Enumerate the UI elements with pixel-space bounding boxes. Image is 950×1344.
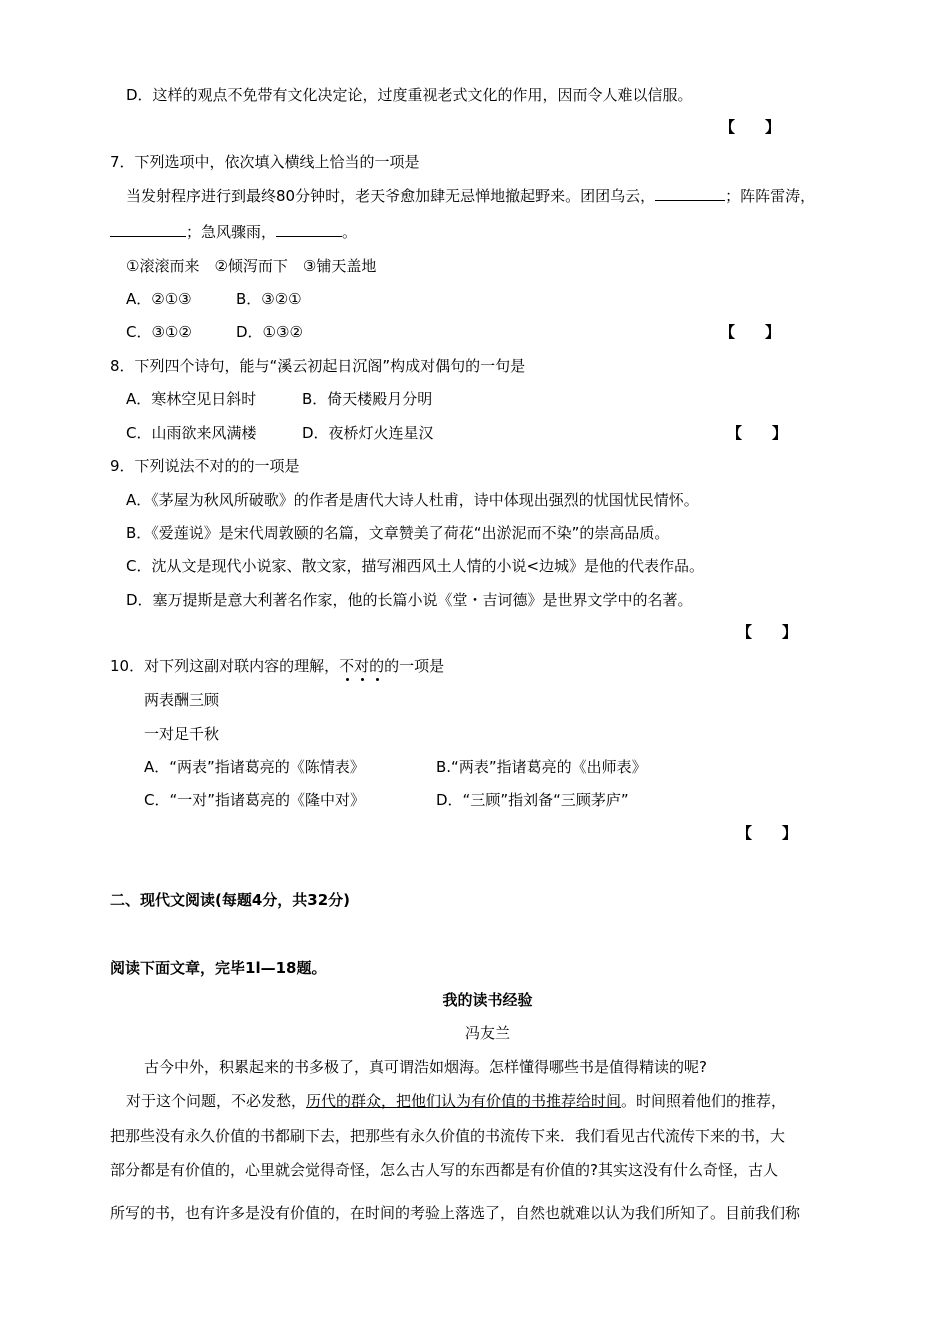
article-author: 冯友兰 — [464, 1024, 510, 1042]
paragraph-1: 古今中外，积累起来的书多极了，真可谓浩如烟海。怎样懂得哪些书是值得精读的呢? — [144, 1058, 707, 1076]
emphasis-char: 对 — [354, 657, 370, 675]
q10-stem — [110, 656, 444, 676]
q8-option-c: C．山雨欲来风满楼 — [126, 424, 257, 442]
q7-passage-line1 — [126, 186, 815, 206]
q10-option-a: A．“两表”指诸葛亮的《陈情表》 — [144, 758, 365, 776]
q8-option-b: B．倚天楼殿月分明 — [302, 390, 433, 408]
answer-bracket-q8[interactable]: 【 】 — [727, 424, 788, 442]
underlined-sentence: 历代的群众，把他们认为有价值的书推荐给时间 — [306, 1092, 622, 1110]
paragraph-2-line-4: 所写的书，也有许多是没有价值的，在时间的考验上落选了，自然也就难以认为我们所知了。目前我们称 — [110, 1204, 801, 1222]
article-title: 我的读书经验 — [442, 991, 533, 1009]
answer-bracket-q6[interactable]: 【 】 — [720, 118, 781, 136]
paragraph-2-text-2: 。时间照着他们的推荐， — [621, 1092, 787, 1110]
q10-stem-post: 的一项是 — [384, 657, 445, 675]
q7-option-b: B．③②① — [236, 290, 302, 308]
couplet-line-1: 两表酬三顾 — [144, 691, 220, 709]
answer-bracket-q10[interactable]: 【 】 — [737, 824, 798, 842]
q9-option-d: D．塞万提斯是意大利著名作家，他的长篇小说《堂・吉诃德》是世界文学中的名著。 — [126, 591, 693, 609]
paragraph-2-text: 对于这个问题，不必发愁， — [126, 1092, 307, 1110]
q7-passage-text-3: ；急风骤雨， — [186, 223, 277, 241]
q10-option-d: D．“三顾”指刘备“三顾茅庐” — [436, 791, 629, 809]
q6-option-d: D．这样的观点不免带有文化决定论，过度重视老式文化的作用，因而令人难以信服。 — [126, 86, 693, 104]
q7-stem: 7．下列选项中，依次填入横线上恰当的一项是 — [110, 153, 420, 171]
q7-choices: ①滚滚而来 ②倾泻而下 ③铺天盖地 — [126, 257, 377, 275]
q9-option-b: B．《爱莲说》是宋代周敦颐的名篇，文章赞美了荷花“出淤泥而不染”的崇高品质。 — [126, 524, 670, 542]
q7-blank-1[interactable] — [655, 186, 725, 201]
q8-stem: 8．下列四个诗句，能与“溪云初起日沉阁”构成对偶句的一句是 — [110, 357, 526, 375]
q9-option-c: C．沈从文是现代小说家、散文家，描写湘西风土人情的小说<边城》是他的代表作品。 — [126, 557, 705, 575]
paragraph-2-line-2: 把那些没有永久价值的书都刷下去，把那些有永久价值的书流传下来．我们看见古代流传下来的书，大 — [110, 1127, 786, 1145]
paragraph-2-line-3: 部分都是有价值的，心里就会觉得奇怪，怎么古人写的东西都是有价值的?其实这没有什么奇怪，古人 — [110, 1161, 778, 1179]
reading-instruction: 阅读下面文章，完毕1l—18题。 — [110, 959, 327, 977]
q9-option-a: A．《茅屋为秋风所破歌》的作者是唐代大诗人杜甫，诗中体现出强烈的忧国忧民情怀。 — [126, 491, 699, 509]
q10-option-b: B.“两表”指诸葛亮的《出师表》 — [436, 758, 647, 776]
q8-option-a: A．寒林空见日斜时 — [126, 390, 257, 408]
emphasis-char: 不 — [339, 657, 355, 675]
emphasis-char: 的 — [369, 657, 385, 675]
q10-stem-pre: 10．对下列这副对联内容的理解， — [110, 657, 340, 675]
answer-bracket-q9[interactable]: 【 】 — [737, 623, 798, 641]
section-title: 二、现代文阅读(每题4分，共32分) — [110, 891, 351, 909]
q7-option-a: A．②①③ — [126, 290, 192, 308]
q7-passage-line2 — [110, 222, 357, 242]
q7-option-c: C．③①② — [126, 323, 192, 341]
q7-blank-2[interactable] — [110, 222, 186, 237]
q8-option-d: D．夜桥灯火连星汉 — [302, 424, 434, 442]
q7-passage-text-4: 。 — [342, 223, 358, 241]
paragraph-2-line-1 — [126, 1091, 786, 1111]
q7-option-d: D．①③② — [236, 323, 303, 341]
answer-bracket-q7[interactable]: 【 】 — [720, 323, 781, 341]
q9-stem: 9．下列说法不对的的一项是 — [110, 457, 300, 475]
q10-option-c: C．“一对”指诸葛亮的《隆中对》 — [144, 791, 366, 809]
q7-passage-text-2: ；阵阵雷涛， — [725, 187, 816, 205]
q7-blank-3[interactable] — [276, 222, 342, 237]
couplet-line-2: 一对足千秋 — [144, 725, 220, 743]
q7-passage-text: 当发射程序进行到最终80分钟时，老天爷愈加肆无忌惮地撤起野来。团团乌云， — [126, 187, 656, 205]
